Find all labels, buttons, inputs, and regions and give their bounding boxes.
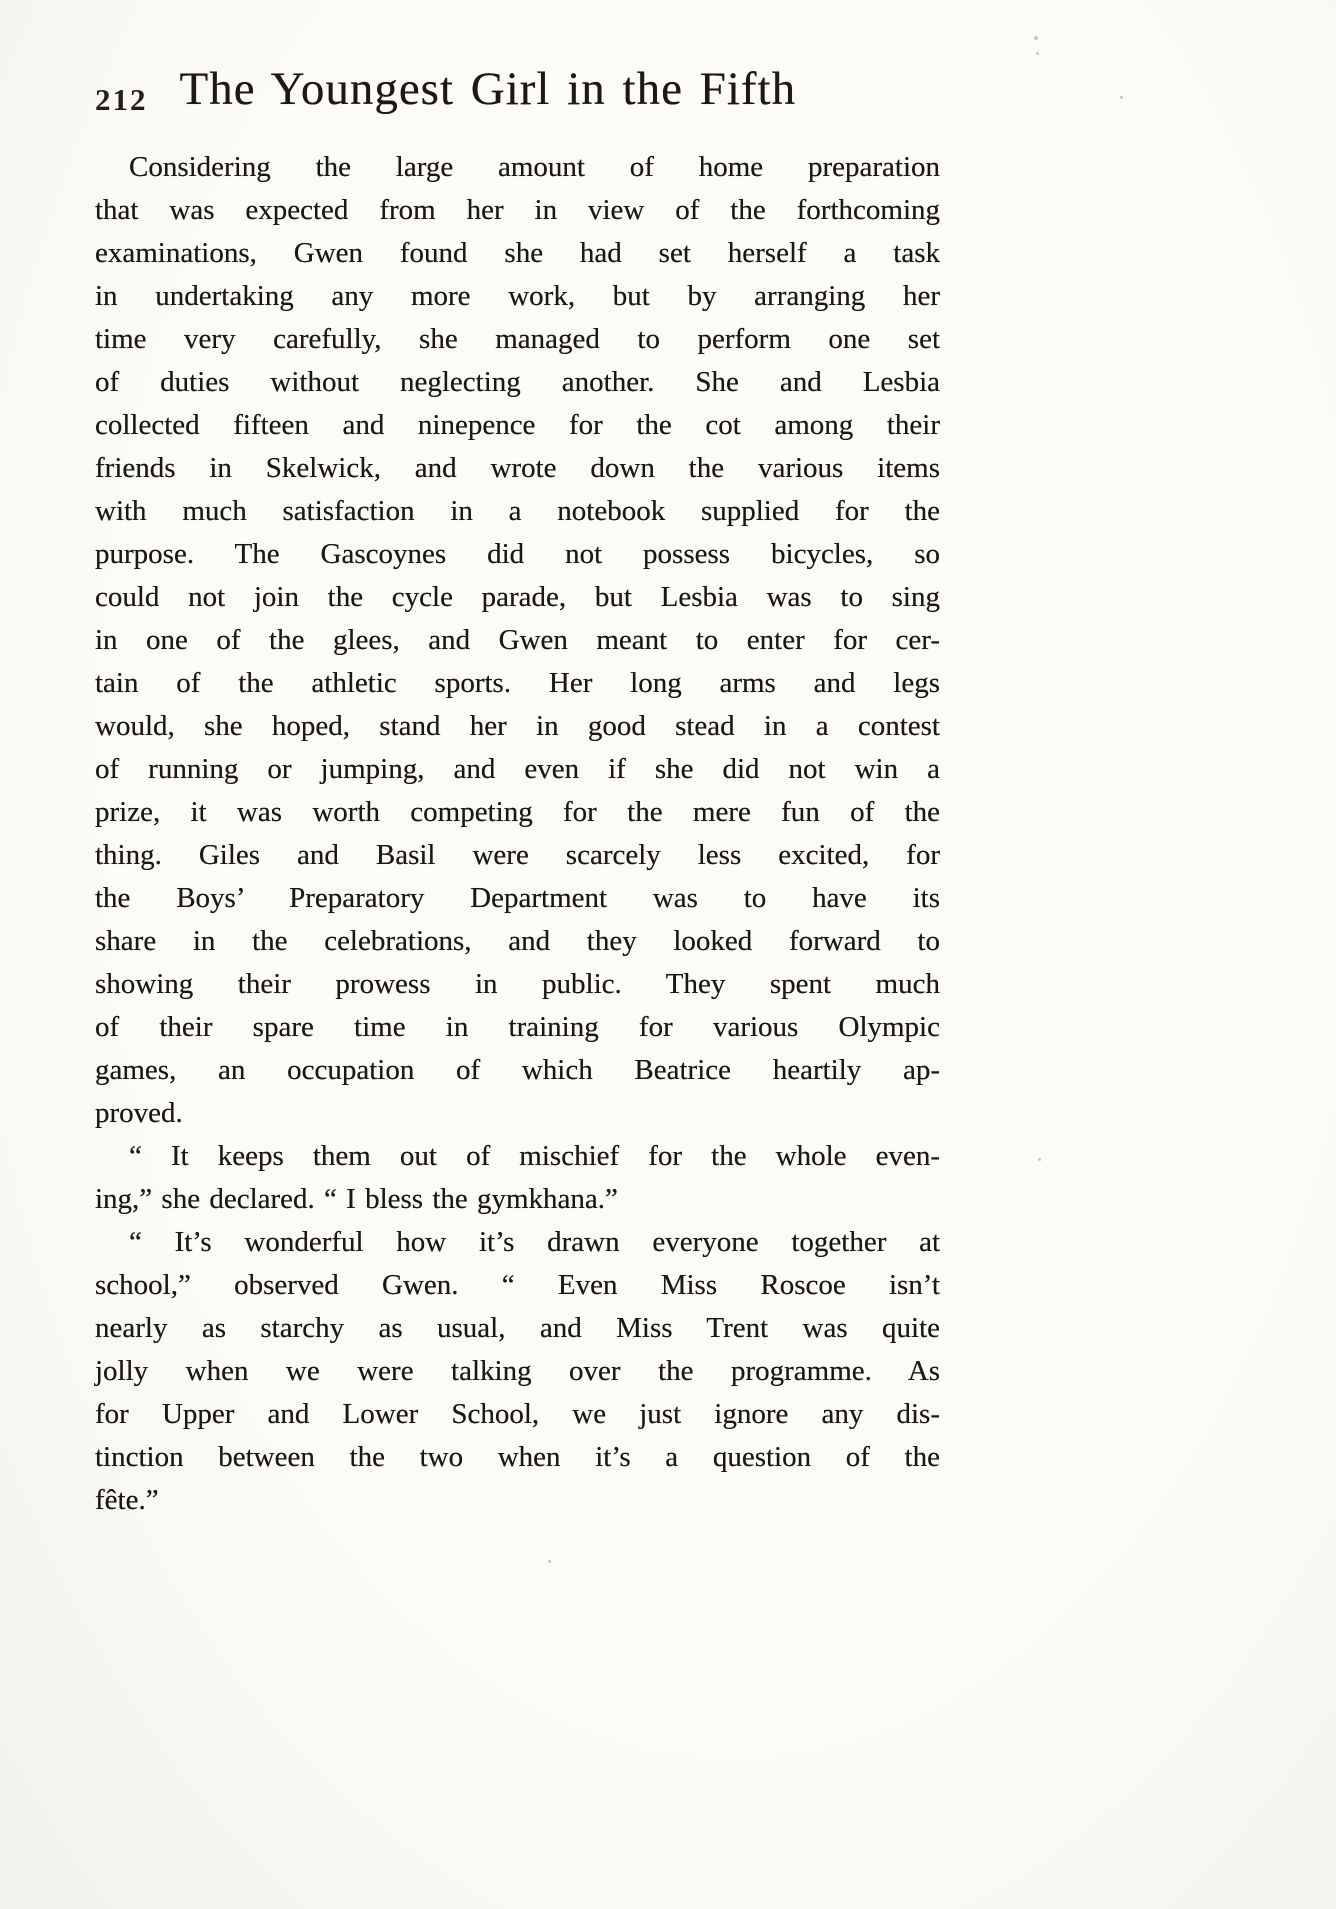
text-line: would, she hoped, stand her in good stead in a contest (95, 710, 940, 742)
text-line: Considering the large amount of home preparation (129, 151, 940, 183)
text-line: of duties without neglecting another. She and Lesbia (95, 366, 940, 398)
text-line: with much satisfaction in a notebook supplied for the (95, 495, 940, 527)
paragraph (95, 1221, 940, 1522)
text-line: friends in Skelwick, and wrote down the various items (95, 452, 940, 484)
scan-speck (1038, 1158, 1041, 1161)
paragraph (95, 1135, 940, 1221)
text-line: for Upper and Lower School, we just ignore any dis- (95, 1398, 940, 1430)
page-content (95, 62, 940, 1522)
text-line: games, an occupation of which Beatrice heartily ap- (95, 1054, 940, 1086)
text-line: of running or jumping, and even if she did not win a (95, 753, 940, 785)
text-line: time very carefully, she managed to perform one set (95, 323, 940, 355)
text-line: fête.” (95, 1484, 159, 1516)
text-line: of their spare time in training for various Olympic (95, 1011, 940, 1043)
text-line: could not join the cycle parade, but Lesbia was to sing (95, 581, 940, 613)
text-line: examinations, Gwen found she had set herself a task (95, 237, 940, 269)
text-line: “ It keeps them out of mischief for the whole even- (129, 1140, 940, 1172)
scan-speck (1034, 36, 1038, 40)
text-line: in undertaking any more work, but by arranging her (95, 280, 940, 312)
text-line: school,” observed Gwen. “ Even Miss Roscoe isn’t (95, 1269, 940, 1301)
scan-speck (1120, 96, 1123, 99)
page-title: The Youngest Girl in the Fifth (179, 63, 797, 115)
text-line: tain of the athletic sports. Her long arms and legs (95, 667, 940, 699)
scan-speck (1036, 52, 1039, 55)
page-body (95, 146, 940, 1522)
text-line: proved. (95, 1097, 183, 1129)
text-line: the Boys’ Preparatory Department was to have its (95, 882, 940, 914)
text-line: thing. Giles and Basil were scarcely less excited, for (95, 839, 940, 871)
text-line: “ It’s wonderful how it’s drawn everyone together at (129, 1226, 940, 1258)
text-line: in one of the glees, and Gwen meant to enter for cer- (95, 624, 940, 656)
text-line: ing,” she declared. “ I bless the gymkhana.” (95, 1183, 618, 1215)
text-line: that was expected from her in view of the forthcoming (95, 194, 940, 226)
text-line: jolly when we were talking over the programme. As (95, 1355, 940, 1387)
text-line: purpose. The Gascoynes did not possess bicycles, so (95, 538, 940, 570)
text-line: tinction between the two when it’s a question of the (95, 1441, 940, 1473)
scan-speck (548, 1560, 551, 1563)
text-line: showing their prowess in public. They spent much (95, 968, 940, 1000)
page-number: 212 (95, 82, 148, 117)
text-line: share in the celebrations, and they looked forward to (95, 925, 940, 957)
paragraph (95, 146, 940, 1135)
text-line: prize, it was worth competing for the mere fun of the (95, 796, 940, 828)
page-header (95, 62, 940, 116)
text-line: collected fifteen and ninepence for the cot among their (95, 409, 940, 441)
text-line: nearly as starchy as usual, and Miss Trent was quite (95, 1312, 940, 1344)
